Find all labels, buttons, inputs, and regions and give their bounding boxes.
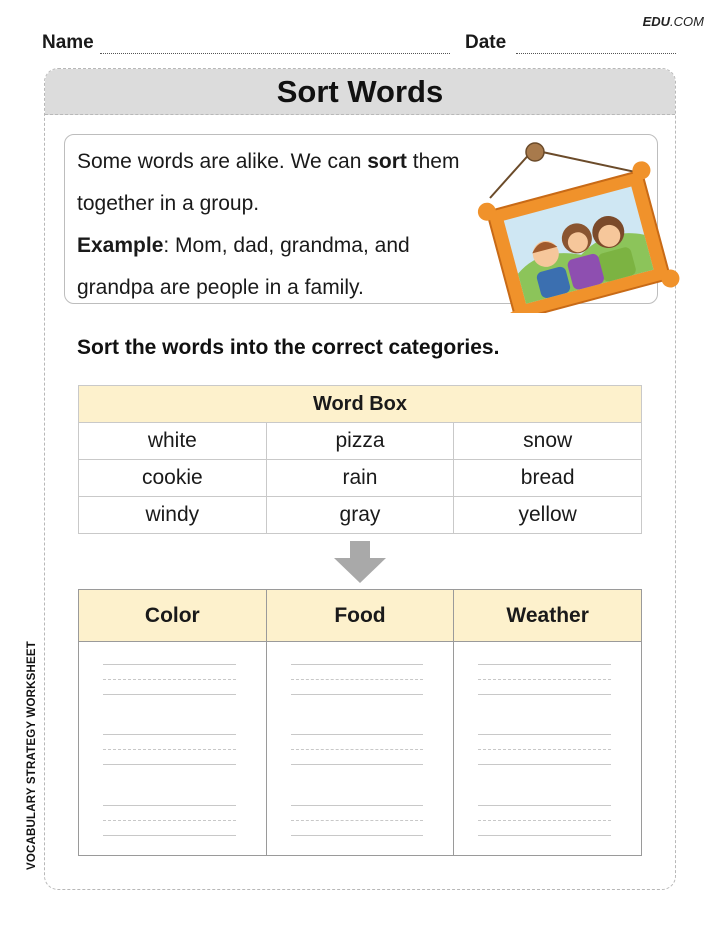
categories-table — [78, 589, 642, 856]
date-line[interactable] — [516, 52, 676, 54]
word-cell: yellow — [454, 497, 642, 534]
writing-line[interactable] — [291, 664, 424, 704]
brand-logo — [643, 14, 704, 29]
intro-line1-end: them — [406, 150, 460, 173]
word-box-title: Word Box — [79, 386, 642, 423]
writing-line[interactable] — [291, 734, 424, 774]
intro-line2: together in a group. — [77, 192, 260, 215]
page-title: Sort Words — [45, 69, 675, 115]
writing-line[interactable] — [478, 805, 611, 845]
date-label: Date — [465, 32, 507, 53]
word-cell: rain — [266, 460, 454, 497]
word-box-table — [78, 385, 642, 534]
table-row — [79, 497, 642, 534]
word-cell: gray — [266, 497, 454, 534]
word-cell: pizza — [266, 423, 454, 460]
category-header-weather: Weather — [454, 590, 642, 642]
food-answer-column[interactable] — [266, 642, 454, 856]
example-label: Example — [77, 234, 164, 257]
color-answer-column[interactable] — [79, 642, 267, 856]
writing-line[interactable] — [478, 664, 611, 704]
intro-line4: grandpa are people in a family. — [77, 276, 364, 299]
word-cell: bread — [454, 460, 642, 497]
writing-line[interactable] — [478, 734, 611, 774]
name-line[interactable] — [100, 52, 450, 54]
word-cell: snow — [454, 423, 642, 460]
word-cell: windy — [79, 497, 267, 534]
word-cell: white — [79, 423, 267, 460]
writing-line[interactable] — [103, 805, 236, 845]
instruction-text: Sort the words into the correct categories. — [77, 336, 500, 359]
name-date-row — [42, 32, 678, 56]
weather-answer-column[interactable] — [454, 642, 642, 856]
writing-line[interactable] — [103, 664, 236, 704]
brand-edu: EDU — [642, 14, 671, 29]
writing-line[interactable] — [103, 734, 236, 774]
intro-sort-word: sort — [367, 150, 407, 173]
table-row — [79, 460, 642, 497]
example-text: : Mom, dad, grandma, and — [163, 234, 410, 257]
family-picture-frame — [460, 138, 690, 313]
side-label: VOCABULARY STRATEGY WORKSHEET — [26, 641, 38, 870]
category-header-color: Color — [79, 590, 267, 642]
intro-line1: Some words are alike. We can — [77, 150, 368, 173]
writing-line[interactable] — [291, 805, 424, 845]
category-header-food: Food — [266, 590, 454, 642]
intro-text — [77, 141, 459, 304]
down-arrow-icon — [334, 541, 386, 588]
table-row — [79, 423, 642, 460]
brand-com: .COM — [670, 14, 704, 29]
name-label: Name — [42, 32, 94, 53]
word-cell: cookie — [79, 460, 267, 497]
